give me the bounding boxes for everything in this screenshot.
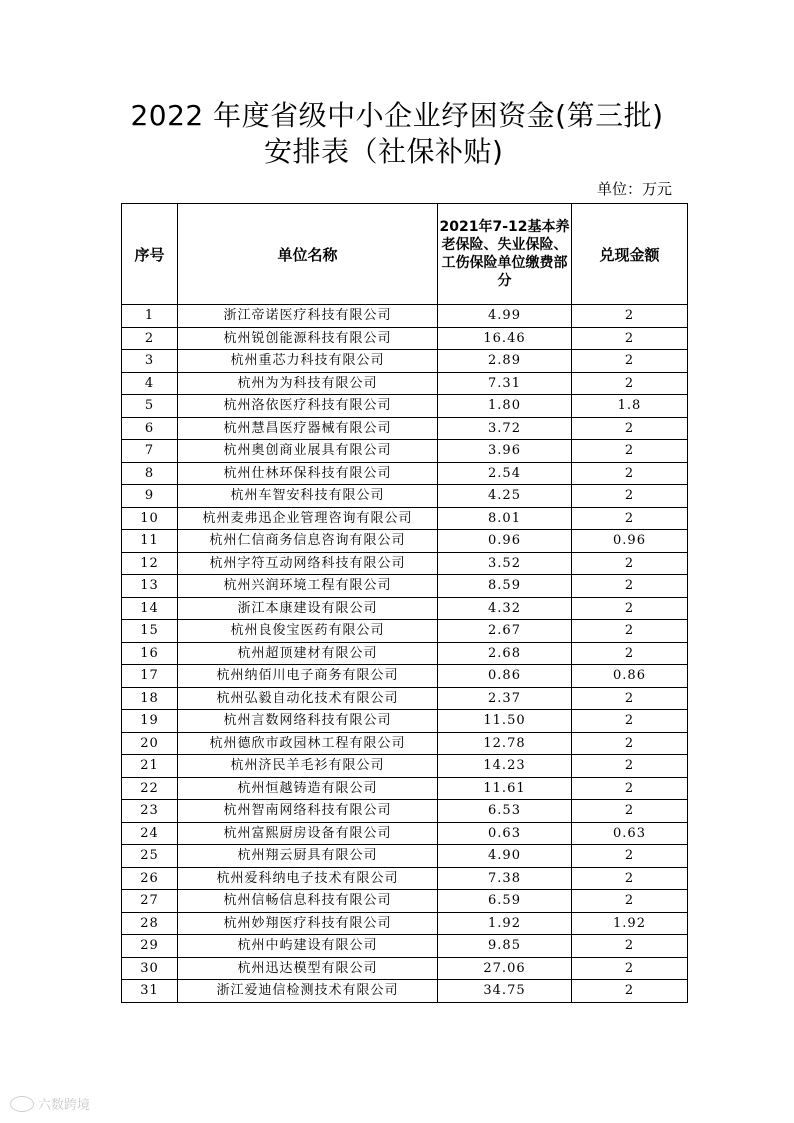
cell-seq: 2 <box>122 327 178 350</box>
cell-payout-amount: 0.86 <box>572 665 688 688</box>
cell-company-name: 杭州麦弗迅企业管理咨询有限公司 <box>178 507 438 530</box>
header-company-name: 单位名称 <box>178 204 438 305</box>
cell-contribution-amount: 16.46 <box>438 327 572 350</box>
watermark-text: 六数跨境 <box>38 1098 91 1113</box>
cell-payout-amount: 0.96 <box>572 530 688 553</box>
cell-contribution-amount: 4.99 <box>438 305 572 328</box>
table-row <box>122 800 688 823</box>
cell-payout-amount: 2 <box>572 440 688 463</box>
table-row <box>122 710 688 733</box>
cell-payout-amount: 2 <box>572 372 688 395</box>
cell-seq: 28 <box>122 912 178 935</box>
cell-seq: 1 <box>122 305 178 328</box>
cell-payout-amount: 2 <box>572 642 688 665</box>
cell-payout-amount: 2 <box>572 507 688 530</box>
cell-company-name: 杭州信畅信息科技有限公司 <box>178 890 438 913</box>
cell-seq: 21 <box>122 755 178 778</box>
cell-contribution-amount: 0.63 <box>438 822 572 845</box>
cell-contribution-amount: 4.32 <box>438 597 572 620</box>
cell-contribution-amount: 6.59 <box>438 890 572 913</box>
cell-contribution-amount: 4.25 <box>438 485 572 508</box>
cell-contribution-amount: 14.23 <box>438 755 572 778</box>
cell-company-name: 浙江帝诺医疗科技有限公司 <box>178 305 438 328</box>
cell-seq: 6 <box>122 417 178 440</box>
cell-payout-amount: 2 <box>572 710 688 733</box>
cell-company-name: 杭州超顶建材有限公司 <box>178 642 438 665</box>
cell-company-name: 杭州翔云厨具有限公司 <box>178 845 438 868</box>
cell-payout-amount: 2 <box>572 327 688 350</box>
cell-company-name: 杭州言数网络科技有限公司 <box>178 710 438 733</box>
watermark-logo-icon <box>10 1096 34 1112</box>
cell-seq: 12 <box>122 552 178 575</box>
table-row <box>122 552 688 575</box>
cell-seq: 25 <box>122 845 178 868</box>
table-row <box>122 845 688 868</box>
cell-seq: 15 <box>122 620 178 643</box>
cell-payout-amount: 2 <box>572 845 688 868</box>
table-row <box>122 687 688 710</box>
cell-seq: 5 <box>122 395 178 418</box>
cell-company-name: 杭州中屿建设有限公司 <box>178 935 438 958</box>
cell-company-name: 杭州重芯力科技有限公司 <box>178 350 438 373</box>
document-title-line-1: 2022 年度省级中小企业纾困资金(第三批) <box>130 99 664 132</box>
cell-seq: 23 <box>122 800 178 823</box>
cell-payout-amount: 2 <box>572 777 688 800</box>
cell-company-name: 杭州字符互动网络科技有限公司 <box>178 552 438 575</box>
cell-company-name: 杭州兴润环境工程有限公司 <box>178 575 438 598</box>
cell-payout-amount: 2 <box>572 890 688 913</box>
table-row <box>122 732 688 755</box>
table-row <box>122 327 688 350</box>
watermark <box>10 1094 90 1113</box>
cell-payout-amount: 2 <box>572 687 688 710</box>
table-row <box>122 890 688 913</box>
table-row <box>122 620 688 643</box>
table-row <box>122 462 688 485</box>
cell-contribution-amount: 6.53 <box>438 800 572 823</box>
cell-seq: 3 <box>122 350 178 373</box>
cell-contribution-amount: 1.80 <box>438 395 572 418</box>
cell-seq: 19 <box>122 710 178 733</box>
cell-seq: 14 <box>122 597 178 620</box>
cell-company-name: 杭州迅达模型有限公司 <box>178 957 438 980</box>
table-row <box>122 980 688 1003</box>
cell-company-name: 杭州奥创商业展具有限公司 <box>178 440 438 463</box>
cell-payout-amount: 2 <box>572 755 688 778</box>
cell-payout-amount: 1.92 <box>572 912 688 935</box>
cell-seq: 16 <box>122 642 178 665</box>
cell-contribution-amount: 12.78 <box>438 732 572 755</box>
cell-payout-amount: 2 <box>572 957 688 980</box>
table-row <box>122 507 688 530</box>
cell-company-name: 杭州良俊宝医药有限公司 <box>178 620 438 643</box>
cell-payout-amount: 2 <box>572 732 688 755</box>
cell-payout-amount: 2 <box>572 485 688 508</box>
table-row <box>122 822 688 845</box>
unit-label: 单位：万元 <box>596 180 672 198</box>
cell-seq: 11 <box>122 530 178 553</box>
cell-payout-amount: 2 <box>572 620 688 643</box>
cell-payout-amount: 2 <box>572 350 688 373</box>
cell-seq: 9 <box>122 485 178 508</box>
allocation-table <box>121 203 688 1003</box>
cell-payout-amount: 2 <box>572 935 688 958</box>
table-row <box>122 642 688 665</box>
cell-seq: 7 <box>122 440 178 463</box>
table-row <box>122 417 688 440</box>
cell-seq: 27 <box>122 890 178 913</box>
table-row <box>122 305 688 328</box>
table-row <box>122 350 688 373</box>
cell-payout-amount: 2 <box>572 417 688 440</box>
table-row <box>122 485 688 508</box>
cell-company-name: 杭州富熙厨房设备有限公司 <box>178 822 438 845</box>
cell-contribution-amount: 2.67 <box>438 620 572 643</box>
table-row <box>122 755 688 778</box>
cell-payout-amount: 1.8 <box>572 395 688 418</box>
cell-contribution-amount: 8.01 <box>438 507 572 530</box>
cell-contribution-amount: 1.92 <box>438 912 572 935</box>
cell-contribution-amount: 0.86 <box>438 665 572 688</box>
cell-company-name: 浙江爱迪信检测技术有限公司 <box>178 980 438 1003</box>
cell-seq: 20 <box>122 732 178 755</box>
cell-payout-amount: 2 <box>572 800 688 823</box>
cell-contribution-amount: 3.52 <box>438 552 572 575</box>
table-row <box>122 665 688 688</box>
cell-company-name: 杭州锐创能源科技有限公司 <box>178 327 438 350</box>
cell-company-name: 杭州弘毅自动化技术有限公司 <box>178 687 438 710</box>
table-row <box>122 867 688 890</box>
cell-company-name: 杭州洛依医疗科技有限公司 <box>178 395 438 418</box>
cell-seq: 26 <box>122 867 178 890</box>
cell-contribution-amount: 4.90 <box>438 845 572 868</box>
cell-payout-amount: 2 <box>572 597 688 620</box>
cell-seq: 30 <box>122 957 178 980</box>
table-row <box>122 372 688 395</box>
cell-seq: 13 <box>122 575 178 598</box>
header-payout-amount: 兑现金额 <box>572 204 688 305</box>
cell-company-name: 杭州德欣市政园林工程有限公司 <box>178 732 438 755</box>
cell-seq: 31 <box>122 980 178 1003</box>
cell-seq: 8 <box>122 462 178 485</box>
cell-company-name: 杭州仕林环保科技有限公司 <box>178 462 438 485</box>
cell-payout-amount: 2 <box>572 575 688 598</box>
header-seq: 序号 <box>122 204 178 305</box>
cell-company-name: 浙江本康建设有限公司 <box>178 597 438 620</box>
cell-seq: 10 <box>122 507 178 530</box>
cell-seq: 18 <box>122 687 178 710</box>
cell-company-name: 杭州恒越铸造有限公司 <box>178 777 438 800</box>
cell-contribution-amount: 3.96 <box>438 440 572 463</box>
table-row <box>122 957 688 980</box>
cell-contribution-amount: 7.31 <box>438 372 572 395</box>
cell-payout-amount: 2 <box>572 462 688 485</box>
cell-company-name: 杭州慧昌医疗器械有限公司 <box>178 417 438 440</box>
table-row <box>122 395 688 418</box>
cell-payout-amount: 2 <box>572 305 688 328</box>
cell-company-name: 杭州纳佰川电子商务有限公司 <box>178 665 438 688</box>
cell-company-name: 杭州为为科技有限公司 <box>178 372 438 395</box>
document-title-line-2: 安排表（社保补贴) <box>264 135 504 168</box>
cell-contribution-amount: 2.37 <box>438 687 572 710</box>
cell-seq: 22 <box>122 777 178 800</box>
cell-contribution-amount: 2.68 <box>438 642 572 665</box>
cell-payout-amount: 0.63 <box>572 822 688 845</box>
cell-contribution-amount: 11.61 <box>438 777 572 800</box>
cell-contribution-amount: 8.59 <box>438 575 572 598</box>
cell-company-name: 杭州爱科纳电子技术有限公司 <box>178 867 438 890</box>
cell-payout-amount: 2 <box>572 552 688 575</box>
cell-contribution-amount: 3.72 <box>438 417 572 440</box>
table-row <box>122 912 688 935</box>
table-row <box>122 530 688 553</box>
table-header-row <box>122 204 688 305</box>
table-body <box>122 305 688 1003</box>
cell-contribution-amount: 2.89 <box>438 350 572 373</box>
cell-payout-amount: 2 <box>572 980 688 1003</box>
cell-contribution-amount: 7.38 <box>438 867 572 890</box>
cell-company-name: 杭州智南网络科技有限公司 <box>178 800 438 823</box>
cell-company-name: 杭州妙翔医疗科技有限公司 <box>178 912 438 935</box>
cell-contribution-amount: 11.50 <box>438 710 572 733</box>
table-row <box>122 575 688 598</box>
cell-seq: 17 <box>122 665 178 688</box>
cell-seq: 24 <box>122 822 178 845</box>
cell-contribution-amount: 27.06 <box>438 957 572 980</box>
cell-seq: 29 <box>122 935 178 958</box>
table-row <box>122 597 688 620</box>
cell-company-name: 杭州济民羊毛衫有限公司 <box>178 755 438 778</box>
header-contribution-amount: 2021年7-12基本养老保险、失业保险、工伤保险单位缴费部分 <box>438 204 572 305</box>
table-row <box>122 440 688 463</box>
table-row <box>122 777 688 800</box>
cell-company-name: 杭州车智安科技有限公司 <box>178 485 438 508</box>
cell-contribution-amount: 9.85 <box>438 935 572 958</box>
cell-contribution-amount: 0.96 <box>438 530 572 553</box>
table-row <box>122 935 688 958</box>
cell-contribution-amount: 2.54 <box>438 462 572 485</box>
cell-company-name: 杭州仁信商务信息咨询有限公司 <box>178 530 438 553</box>
cell-seq: 4 <box>122 372 178 395</box>
cell-payout-amount: 2 <box>572 867 688 890</box>
cell-contribution-amount: 34.75 <box>438 980 572 1003</box>
